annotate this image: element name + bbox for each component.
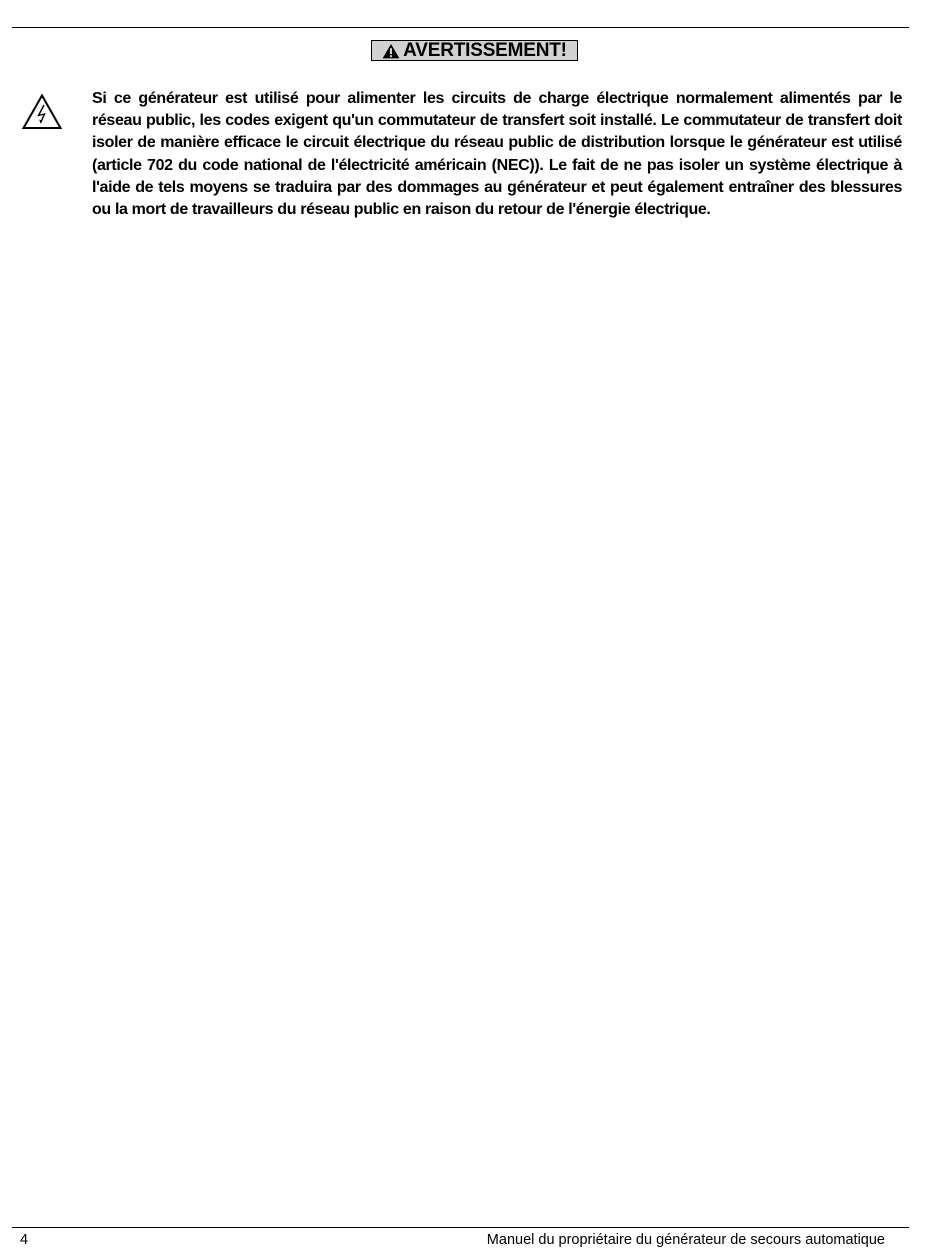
bottom-rule xyxy=(12,1227,909,1228)
page-number: 4 xyxy=(20,1232,29,1248)
top-rule xyxy=(12,27,909,28)
exclamation-triangle-icon xyxy=(382,43,400,59)
warning-header xyxy=(371,40,578,61)
electrical-hazard-icon xyxy=(22,94,62,130)
warning-title: AVERTISSEMENT! xyxy=(403,40,567,61)
warning-body-text: Si ce générateur est utilisé pour alimenter les circuits de charge électrique normalement alimentés par le réseau public, les codes exigent qu'un commutateur de transfert soit installé. Le commutateur de transfert doit isoler de manière efficace le circuit électrique du réseau public de distribution lorsque le générateur est utilisé (article 702 du code national de l'électricité américain (NEC)). Le fait de ne pas isoler un système électrique à l'aide de tels moyens se traduira par des dommages au générateur et peut également entraîner des blessures ou la mort de travailleurs du réseau public en raison du retour de l'énergie électrique. xyxy=(92,90,902,219)
manual-title: Manuel du propriétaire du générateur de secours automatique xyxy=(486,1232,885,1248)
